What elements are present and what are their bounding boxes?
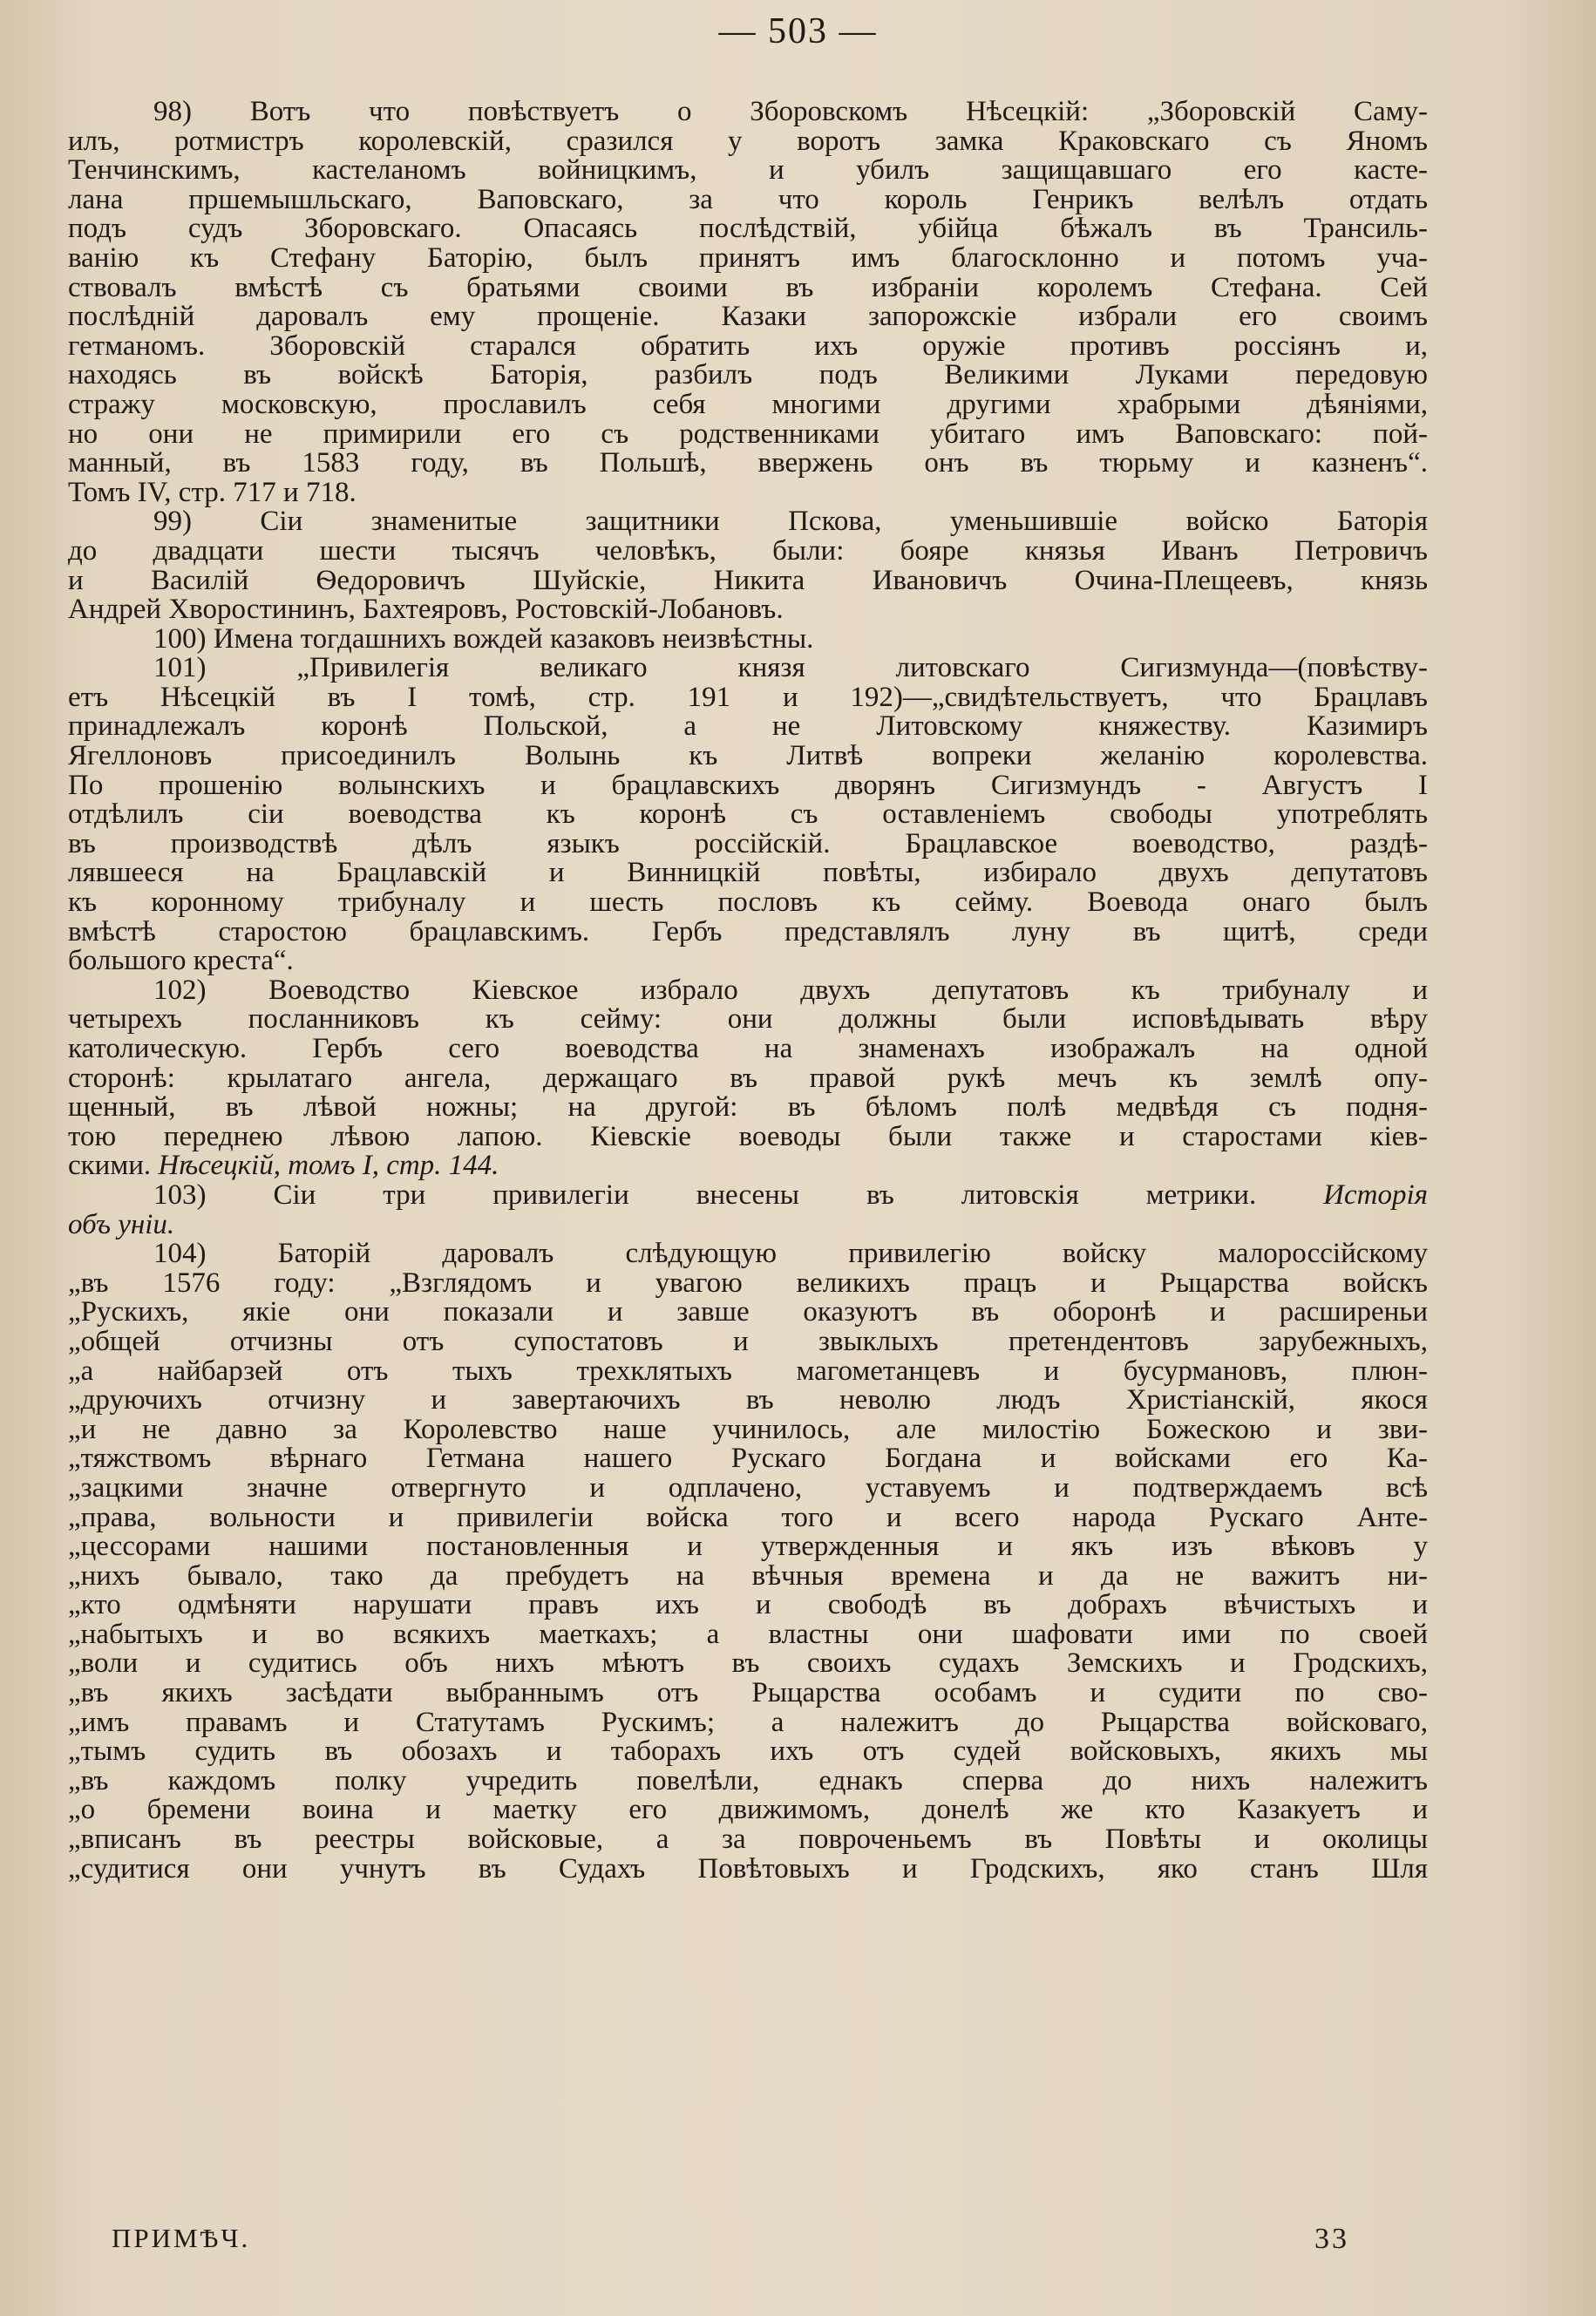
text-line: „въ каждомъ полку учредить повелѣли, еднакъ сперва до нихъ належитъ bbox=[68, 1764, 1428, 1796]
text-line: „судитися они учнутъ въ Судахъ Повѣтовыхъ и Гродскихъ, яко станъ Шля bbox=[68, 1852, 1428, 1885]
text-line: большого креста“. bbox=[68, 945, 294, 977]
text-line: манный, въ 1583 году, въ Польшѣ, ввержень онъ въ тюрьму и казненъ“. bbox=[68, 447, 1428, 479]
text-line: илъ, ротмистръ королевскій, сразился у воротъ замка Краковскаго съ Яномъ bbox=[68, 125, 1428, 157]
text-line: католическую. Гербъ сего воеводства на знаменахъ изображалъ на одной bbox=[68, 1033, 1428, 1064]
text-line: сторонѣ: крылатаго ангела, держащаго въ правой рукѣ мечъ къ землѣ опу- bbox=[68, 1062, 1428, 1094]
text-line: етъ Нѣсецкій въ I томѣ, стр. 191 и 192)—„свидѣтельствуетъ, что Брацлавъ bbox=[68, 681, 1428, 713]
text-line-with-citation bbox=[68, 1208, 1428, 1240]
citation: Нѣсецкій, томъ I, стр. 144. bbox=[158, 1150, 499, 1182]
text-line: „воли и судитись объ нихъ мѣютъ въ своихъ судахъ Земскихъ и Гродскихъ, bbox=[68, 1647, 1428, 1680]
text-line: 100) Имена тогдашнихъ вождей казаковъ неизвѣстны. bbox=[153, 622, 814, 655]
text-line: „цессорами нашими постановленныя и утвержденныя и якъ изъ вѣковъ у bbox=[68, 1531, 1428, 1563]
page-footer bbox=[112, 2223, 1349, 2258]
text-line: до двадцати шести тысячъ человѣкъ, были: бояре князья Иванъ Петровичъ bbox=[68, 534, 1428, 567]
text-line: „нихъ бывало, тако да пребудетъ на вѣчныя времена и да не важитъ ни- bbox=[68, 1559, 1428, 1592]
text-line: четырехъ посланниковъ къ сейму: они должны были исповѣдывать вѣру bbox=[68, 1003, 1428, 1036]
text-line: „о бремени воина и маетку его движимомъ, донелѣ же кто Казакуетъ и bbox=[68, 1794, 1428, 1826]
text-line: ствовалъ вмѣстѣ съ братьями своими въ избраніи королемъ Стефана. Сей bbox=[68, 271, 1428, 303]
text-line: щенный, въ лѣвой ножны; на другой: въ бѣломъ полѣ медвѣдя съ подня- bbox=[68, 1091, 1428, 1124]
sheet-number: 33 bbox=[1314, 2223, 1349, 2255]
notes-text bbox=[68, 98, 1428, 1884]
text-line: „въ якихъ засѣдати выбраннымъ отъ Рыцарства особамъ и судити по сво- bbox=[68, 1677, 1428, 1709]
text-line-with-citation bbox=[68, 1178, 1428, 1211]
text-line: лана пршемышльскаго, Ваповскаго, за что король Генрикъ велѣлъ отдать bbox=[68, 183, 1428, 215]
text-line: 103) Сіи три привилегіи внесены въ литовскія метрики. bbox=[153, 1178, 1324, 1211]
text-line: Ягеллоновъ присоединилъ Волынь къ Литвѣ вопреки желанію королевства. bbox=[68, 740, 1428, 772]
text-line: „въ 1576 году: „Взглядомъ и увагою великихъ працъ и Рыцарства войскъ bbox=[68, 1267, 1428, 1299]
citation: Исторія bbox=[1323, 1178, 1428, 1211]
text-line: „и не давно за Королевство наше учинилось, але милостію Божескою и зви- bbox=[68, 1413, 1428, 1445]
page-number: — 503 — bbox=[718, 11, 878, 51]
text-line: находясь въ войскѣ Баторія, разбилъ подъ Великими Луками передовую bbox=[68, 359, 1428, 391]
text-line: Тенчинскимъ, кастеланомъ войницкимъ, и убилъ защищавшаго его касте- bbox=[68, 154, 1428, 187]
text-line: Томъ IV, стр. 717 и 718. bbox=[68, 476, 357, 508]
text-line: но они не примирили его съ родственниками убитаго имъ Ваповскаго: пой- bbox=[68, 418, 1428, 450]
text-line: послѣдній даровалъ ему прощеніе. Казаки запорожскіе избрали его своимъ bbox=[68, 301, 1428, 333]
text-line: „набытыхъ и во всякихъ маеткахъ; а властны они шафовати ими по своей bbox=[68, 1618, 1428, 1650]
text-line: „кто одмѣняти нарушати правъ ихъ и свободѣ въ добрахъ вѣчистыхъ и bbox=[68, 1589, 1428, 1621]
signature-mark: ПРИМѢЧ. bbox=[112, 2223, 251, 2253]
text-line: лявшееся на Брацлавскій и Винницкій повѣты, избирало двухъ депутатовъ bbox=[68, 857, 1428, 889]
text-line: отдѣлилъ сіи воеводства къ коронѣ съ оставленіемъ свободы употреблять bbox=[68, 798, 1428, 831]
text-line: 101) „Привилегія великаго князя литовскаго Сигизмунда—(повѣству- bbox=[153, 652, 1428, 684]
text-line: ванію къ Стефану Баторію, былъ принятъ имъ благосклонно и потомъ уча- bbox=[68, 241, 1428, 274]
text-line: принадлежалъ коронѣ Польской, а не Литовскому княжеству. Казимиръ bbox=[68, 710, 1428, 743]
text-line: тою переднею лѣвою лапою. Кіевскіе воеводы были также и старостами кіев- bbox=[68, 1120, 1428, 1152]
text-line: „общей отчизны отъ супостатовъ и звыклыхъ претендентовъ зарубежныхъ, bbox=[68, 1325, 1428, 1357]
text-line: „права, вольности и привилегіи войска того и всего народа Рускаго Анте- bbox=[68, 1501, 1428, 1533]
text-line-with-citation bbox=[68, 1151, 1428, 1181]
text-line: 99) Сіи знаменитые защитники Пскова, уменьшившіе войско Баторія bbox=[153, 506, 1428, 538]
text-line: въ производствѣ дѣлъ языкъ россійскій. Брацлавское воеводство, раздѣ- bbox=[68, 827, 1428, 859]
citation: объ уніи. bbox=[68, 1208, 175, 1240]
text-line: „а найбарзей отъ тыхъ трехклятыхъ магометанцевъ и бусурмановъ, плюн- bbox=[68, 1355, 1428, 1387]
text-line: „вписанъ въ реестры войсковые, а за повроченьемъ въ Повѣты и околицы bbox=[68, 1824, 1428, 1856]
text-line: скими. bbox=[68, 1150, 159, 1182]
text-line: стражу московскую, прославилъ себя многими другими храбрыми дѣяніями, bbox=[68, 388, 1428, 420]
text-line: „имъ правамъ и Статутамъ Рускимъ; а належитъ до Рыцарства войсковаго, bbox=[68, 1706, 1428, 1738]
text-line: 102) Воеводство Кіевское избрало двухъ депутатовъ къ трибуналу и bbox=[153, 974, 1428, 1006]
text-line: вмѣстѣ старостою брацлавскимъ. Гербъ представлялъ луну въ щитѣ, среди bbox=[68, 915, 1428, 947]
text-line: 104) Баторій даровалъ слѣдующую привилегію войску малороссійскому bbox=[153, 1238, 1428, 1270]
text-line: „зацкими значне отвергнуто и одплачено, уставуемъ и подтверждаемъ всѣ bbox=[68, 1471, 1428, 1504]
text-line: „Рускихъ, якіе они показали и завше оказуютъ въ оборонѣ и расширеньи bbox=[68, 1296, 1428, 1328]
text-line: Андрей Хворостининъ, Бахтеяровъ, Ростовскій-Лобановъ. bbox=[68, 594, 784, 626]
text-line: „друючихъ отчизну и завертаючихъ въ неволю людъ Христіанскій, якося bbox=[68, 1384, 1428, 1416]
text-line: 98) Вотъ что повѣствуетъ о Зборовскомъ Нѣсецкій: „Зборовскій Саму- bbox=[153, 96, 1428, 127]
text-line: По прошенію волынскихъ и брацлавскихъ дворянъ Сигизмундъ - Августъ I bbox=[68, 769, 1428, 801]
text-line: подъ судъ Зборовскаго. Опасаясь послѣдствій, убійца бѣжалъ въ Трансиль- bbox=[68, 213, 1428, 245]
text-line: „тымъ судить въ обозахъ и таборахъ ихъ отъ судей войсковыхъ, якихъ мы bbox=[68, 1735, 1428, 1768]
text-line: къ коронному трибуналу и шесть пословъ къ сейму. Воевода онаго былъ bbox=[68, 886, 1428, 919]
text-line: гетманомъ. Зборовскій старался обратить ихъ оружіе противъ россіянъ и, bbox=[68, 329, 1428, 362]
text-line: и Василій Ѳедоровичъ Шуйскіе, Никита Ивановичъ Очина-Плещеевъ, князь bbox=[68, 564, 1428, 596]
text-line: „тяжствомъ вѣрнаго Гетмана нашего Рускаго Богдана и войсками его Ка- bbox=[68, 1443, 1428, 1475]
